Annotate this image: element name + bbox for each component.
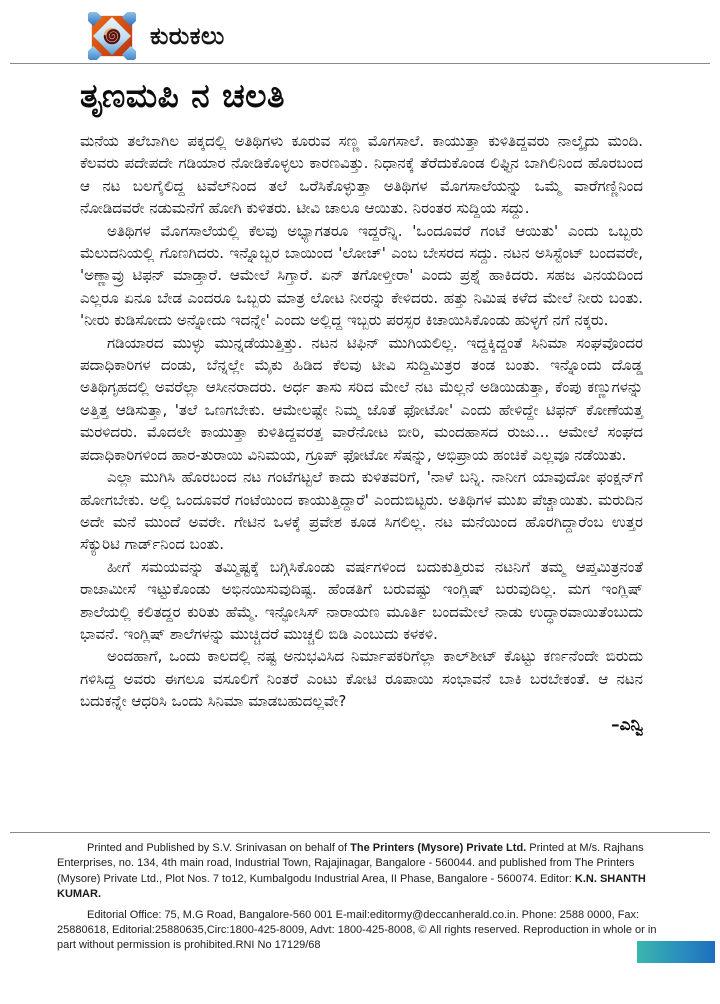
imprint-segment: K.N. SHANTH KUMAR.	[57, 872, 646, 901]
masthead	[88, 12, 225, 60]
imprint-line	[57, 841, 664, 903]
spiral-pinwheel-icon	[88, 12, 136, 60]
imprint-segment: The Printers (Mysore) Private Ltd.	[350, 842, 527, 854]
header-divider	[10, 63, 710, 64]
footer-imprint	[57, 841, 664, 954]
masthead-title: ಕುರುಕಲು	[150, 22, 225, 50]
paragraph: ಹೀಗೆ ಸಮಯವನ್ನು ತಮ್ಮಿಷ್ಟಕ್ಕೆ ಬಗ್ಗಿಸಿಕೊಂಡು ವರ್ಷಗಳಿಂದ ಬದುಕುತ್ತಿರುವ ನಟನಿಗೆ ತಮ್ಮ ಆಪ್ತಮಿತ್ರನಂತೆ ರಾಜಾಮೀಸೆ ಇಟ್ಟುಕೊಂಡು ಅಭಿನಯಿಸುವುದಿಷ್ಟ. ಹೆಂಡತಿಗೆ ಬರುವಷ್ಟು ಇಂಗ್ಲಿಷ್ ಬರುವುದಿಲ್ಲ. ಮಗ ಇಂಗ್ಲಿಷ್ ಶಾಲೆಯಲ್ಲಿ ಕಲಿತದ್ದರ ಕುರಿತು ಹೆಮ್ಮೆ. ಇನ್ಫೋಸಿಸ್ ನಾರಾಯಣ ಮೂರ್ತಿ ಬಂದಮೇಲೆ ನಾಡು ಉದ್ಧಾರವಾಯಿತೆಂಬುದು ಭಾವನೆ. ಇಂಗ್ಲಿಷ್ ಶಾಲೆಗಳನ್ನು ಮುಚ್ಚಿದರೆ ಮುಚ್ಚಲಿ ಬಿಡಿ ಎಂಬುದು ಕಳಕಳಿ.	[80, 557, 643, 643]
article-body	[80, 130, 643, 713]
imprint-segment: Printed at M/s. Rajhans Enterprises, no. 134, 4th main road, Industrial Town, Rajajinagar, Bangalore - 560044. and published from The Printers (Mysore) Private Ltd., Plot Nos. 7 to12, Kumbalgodu Industrial Area, II Phase, Bangalore - 560074. Editor:	[57, 842, 644, 885]
imprint-segment: Printed and Published by S.V. Srinivasan on behalf of	[87, 842, 351, 854]
byline: –ಎನ್ವಿ	[611, 714, 643, 735]
footer-divider	[10, 832, 710, 833]
paragraph: ಮನೆಯ ತಲೆಬಾಗಿಲ ಪಕ್ಕದಲ್ಲಿ ಅತಿಥಿಗಳು ಕೂರುವ ಸಣ್ಣ ಮೊಗಸಾಲೆ. ಕಾಯುತ್ತಾ ಕುಳಿತಿದ್ದವರು ನಾಲ್ಕೈದು ಮಂದಿ. ಕೆಲವರು ಪದೇಪದೇ ಗಡಿಯಾರ ನೋಡಿಕೊಳ್ಳಲು ಕಾರಣವಿತ್ತು. ನಿಧಾನಕ್ಕೆ ತೆರೆದುಕೊಂಡ ಲಿಫ್ಟಿನ ಬಾಗಿಲಿನಿಂದ ಹೊರಬಂದ ಆ ನಟ ಬಲಗೈಲಿದ್ದ ಟವೆಲ್‌ನಿಂದ ತಲೆ ಒರೆಸಿಕೊಳ್ಳುತ್ತಾ ಅತಿಥಿಗಳ ಮೊಗಸಾಲೆಯನ್ನು ಒಮ್ಮೆ ವಾರೆಗಣ್ಣಿನಿಂದ ನೋಡಿದವರೇ ನಡುಮನೆಗೆ ಹೋಗಿ ಕುಳಿತರು. ಟೀವಿ ಚಾಲೂ ಆಯಿತು. ನಿರಂತರ ಸುದ್ದಿಯ ಸದ್ದು.	[80, 132, 643, 218]
article-title: ತೃಣಮಪಿ ನ ಚಲತಿ	[80, 76, 286, 115]
paragraph: ಎಲ್ಲಾ ಮುಗಿಸಿ ಹೊರಬಂದ ನಟ ಗಂಟೆಗಟ್ಟಲೆ ಕಾದು ಕುಳಿತವರಿಗೆ, 'ನಾಳೆ ಬನ್ನಿ. ನಾನೀಗ ಯಾವುದೋ ಫಂಕ್ಷನ್‌ಗೆ ಹೋಗಬೇಕು. ಅಲ್ಲಿ ಒಂದೂವರೆ ಗಂಟೆಯಿಂದ ಕಾಯುತ್ತಿದ್ದಾರೆ' ಎಂದುಬಿಟ್ಟರು. ಅತಿಥಿಗಳ ಮುಖ ಪೆಚ್ಚಾಯಿತು. ಮರುದಿನ ಅದೇ ಮನೆ ಮುಂದೆ ಅವರೇ. ಗೇಟಿನ ಒಳಕ್ಕೆ ಪ್ರವೇಶ ಕೂಡ ಸಿಗಲಿಲ್ಲ. ನಟ ಮನೆಯಿಂದ ಹೊರಗಿದ್ದಾರೆಂಬ ಉತ್ತರ ಸೆಕ್ಯುರಿಟಿ ಗಾರ್ಡ್‌ನಿಂದ ಬಂತು.	[80, 468, 643, 554]
paragraph: ಗಡಿಯಾರದ ಮುಳ್ಳು ಮುನ್ನಡೆಯುತ್ತಿತ್ತು. ನಟನ ಟಿಫಿನ್ ಮುಗಿಯಲಿಲ್ಲ. ಇದ್ದಕ್ಕಿದ್ದಂತೆ ಸಿನಿಮಾ ಸಂಘವೊಂದರ ಪದಾಧಿಕಾರಿಗಳ ದಂಡು, ಬೆನ್ನಲ್ಲೇ ಮೈಕು ಹಿಡಿದ ಕೆಲವು ಟೀವಿ ಸುದ್ದಿಮಿತ್ರರ ತಂಡ ಬಂತು. ಇನ್ನೊಂದು ದೊಡ್ಡ ಅತಿಥಿಗೃಹದಲ್ಲಿ ಅವರೆಲ್ಲಾ ಆಸೀನರಾದರು. ಅರ್ಧ ತಾಸು ಸರಿದ ಮೇಲೆ ನಟ ಮೆಲ್ಲನೆ ಅಡಿಯಿಡುತ್ತಾ, ಕೆಂಪು ಕಣ್ಣುಗಳನ್ನು ಅತ್ತಿತ್ತ ಆಡಿಸುತ್ತಾ, 'ತಲೆ ಒಣಗಬೇಕು. ಆಮೇಲಷ್ಟೇ ನಿಮ್ಮ ಜೊತೆ ಫೋಟೋ' ಎಂದು ಹೇಳಿದ್ದೇ ಟಿಫನ್ ಕೋಣೆಯತ್ತ ಮರಳಿದರು. ಮೊದಲೇ ಕಾಯುತ್ತಾ ಕುಳಿತಿದ್ದವರತ್ತ ವಾರೆನೋಟ ಬೀರಿ, ಮಂದಹಾಸದ ರುಜು... ಆಮೇಲೆ ಸಂಘದ ಪದಾಧಿಕಾರಿಗಳಿಂದ ಹಾರ-ತುರಾಯಿ ವಿನಿಮಯ, ಗ್ರೂಪ್ ಫೋಟೋ ಸೆಷನ್ನು, ಅಭಿಪ್ರಾಯ ಹಂಚಿಕೆ ಎಲ್ಲವೂ ನಡೆಯಿತು.	[80, 333, 643, 464]
paragraph: ಅಂದಹಾಗೆ, ಒಂದು ಕಾಲದಲ್ಲಿ ನಷ್ಟ ಅನುಭವಿಸಿದ ನಿರ್ಮಾಪಕರಿಗೆಲ್ಲಾ ಕಾಲ್‌ಶೀಟ್ ಕೊಟ್ಟು ಕರ್ಣನೆಂದೇ ಬಿರುದು ಗಳಿಸಿದ್ದ ಅವರು ಈಗಲೂ ವಸೂಲಿಗೆ ನಿಂತರೆ ಎಂಟು ಕೋಟಿ ರೂಪಾಯಿ ಸಂಭಾವನೆ ಬಾಕಿ ಬರಬೇಕಂತೆ. ಆ ನಟನ ಬದುಕನ್ನೇ ಆಧರಿಸಿ ಒಂದು ಸಿನಿಮಾ ಮಾಡಬಹುದಲ್ಲವೇ?	[80, 647, 643, 711]
accent-color-bar	[637, 941, 715, 963]
paragraph: ಅತಿಥಿಗಳ ಮೊಗಸಾಲೆಯಲ್ಲಿ ಕೆಲವು ಅಭ್ಯಾಗತರೂ ಇದ್ದರೆನ್ನಿ. 'ಒಂದೂವರೆ ಗಂಟೆ ಆಯಿತು' ಎಂದು ಒಬ್ಬರು ಮೆಲುದನಿಯಲ್ಲಿ ಗೊಣಗಿದರು. ಇನ್ನೊಬ್ಬರ ಬಾಯಿಂದ 'ಲೋಚ್' ಎಂಬ ಬೇಸರದ ಸದ್ದು. ನಟನ ಅಸಿಸ್ಟೆಂಟ್ ಬಂದವರೇ, 'ಅಣ್ಣಾವ್ರು ಟಿಫನ್ ಮಾಡ್ತಾರೆ. ಆಮೇಲೆ ಸಿಗ್ತಾರೆ. ಏನ್ ತಗೋಳ್ತೀರಾ' ಎಂದು ಪ್ರಶ್ನೆ ಹಾಕಿದರು. ಸಹಜ ವಿನಯದಿಂದ ಎಲ್ಲರೂ ಏನೂ ಬೇಡ ಎಂದರೂ ಒಬ್ಬರು ಮಾತ್ರ ಲೋಟ ನೀರನ್ನು ಕೇಳಿದರು. ಹತ್ತು ನಿಮಿಷ ಕಳೆದ ಮೇಲೆ ನೀರು ಬಂತು. 'ನೀರು ಕುಡಿಸೋದು ಅನ್ನೋದು ಇದನ್ನೇ' ಎಂದು ಅಲ್ಲಿದ್ದ ಇಬ್ಬರು ಪರಸ್ಪರ ಕಿಚಾಯಿಸಿಕೊಂಡು ಹುಳ್ಳಗೆ ನಗೆ ನಕ್ಕರು.	[80, 221, 643, 330]
article	[80, 74, 643, 735]
editorial-office-line: Editorial Office: 75, M.G Road, Bangalore-560 001 E-mail:editormy@deccanherald.co.in. Phone: 2588 0000, Fax: 25880618, Editorial:25880635,Circ:1800-425-8009, Advt: 1800-425-8008, © All rights reserved. Reproduction in whole or in part without permission is prohibited.RNI No 17129/68	[57, 908, 657, 952]
